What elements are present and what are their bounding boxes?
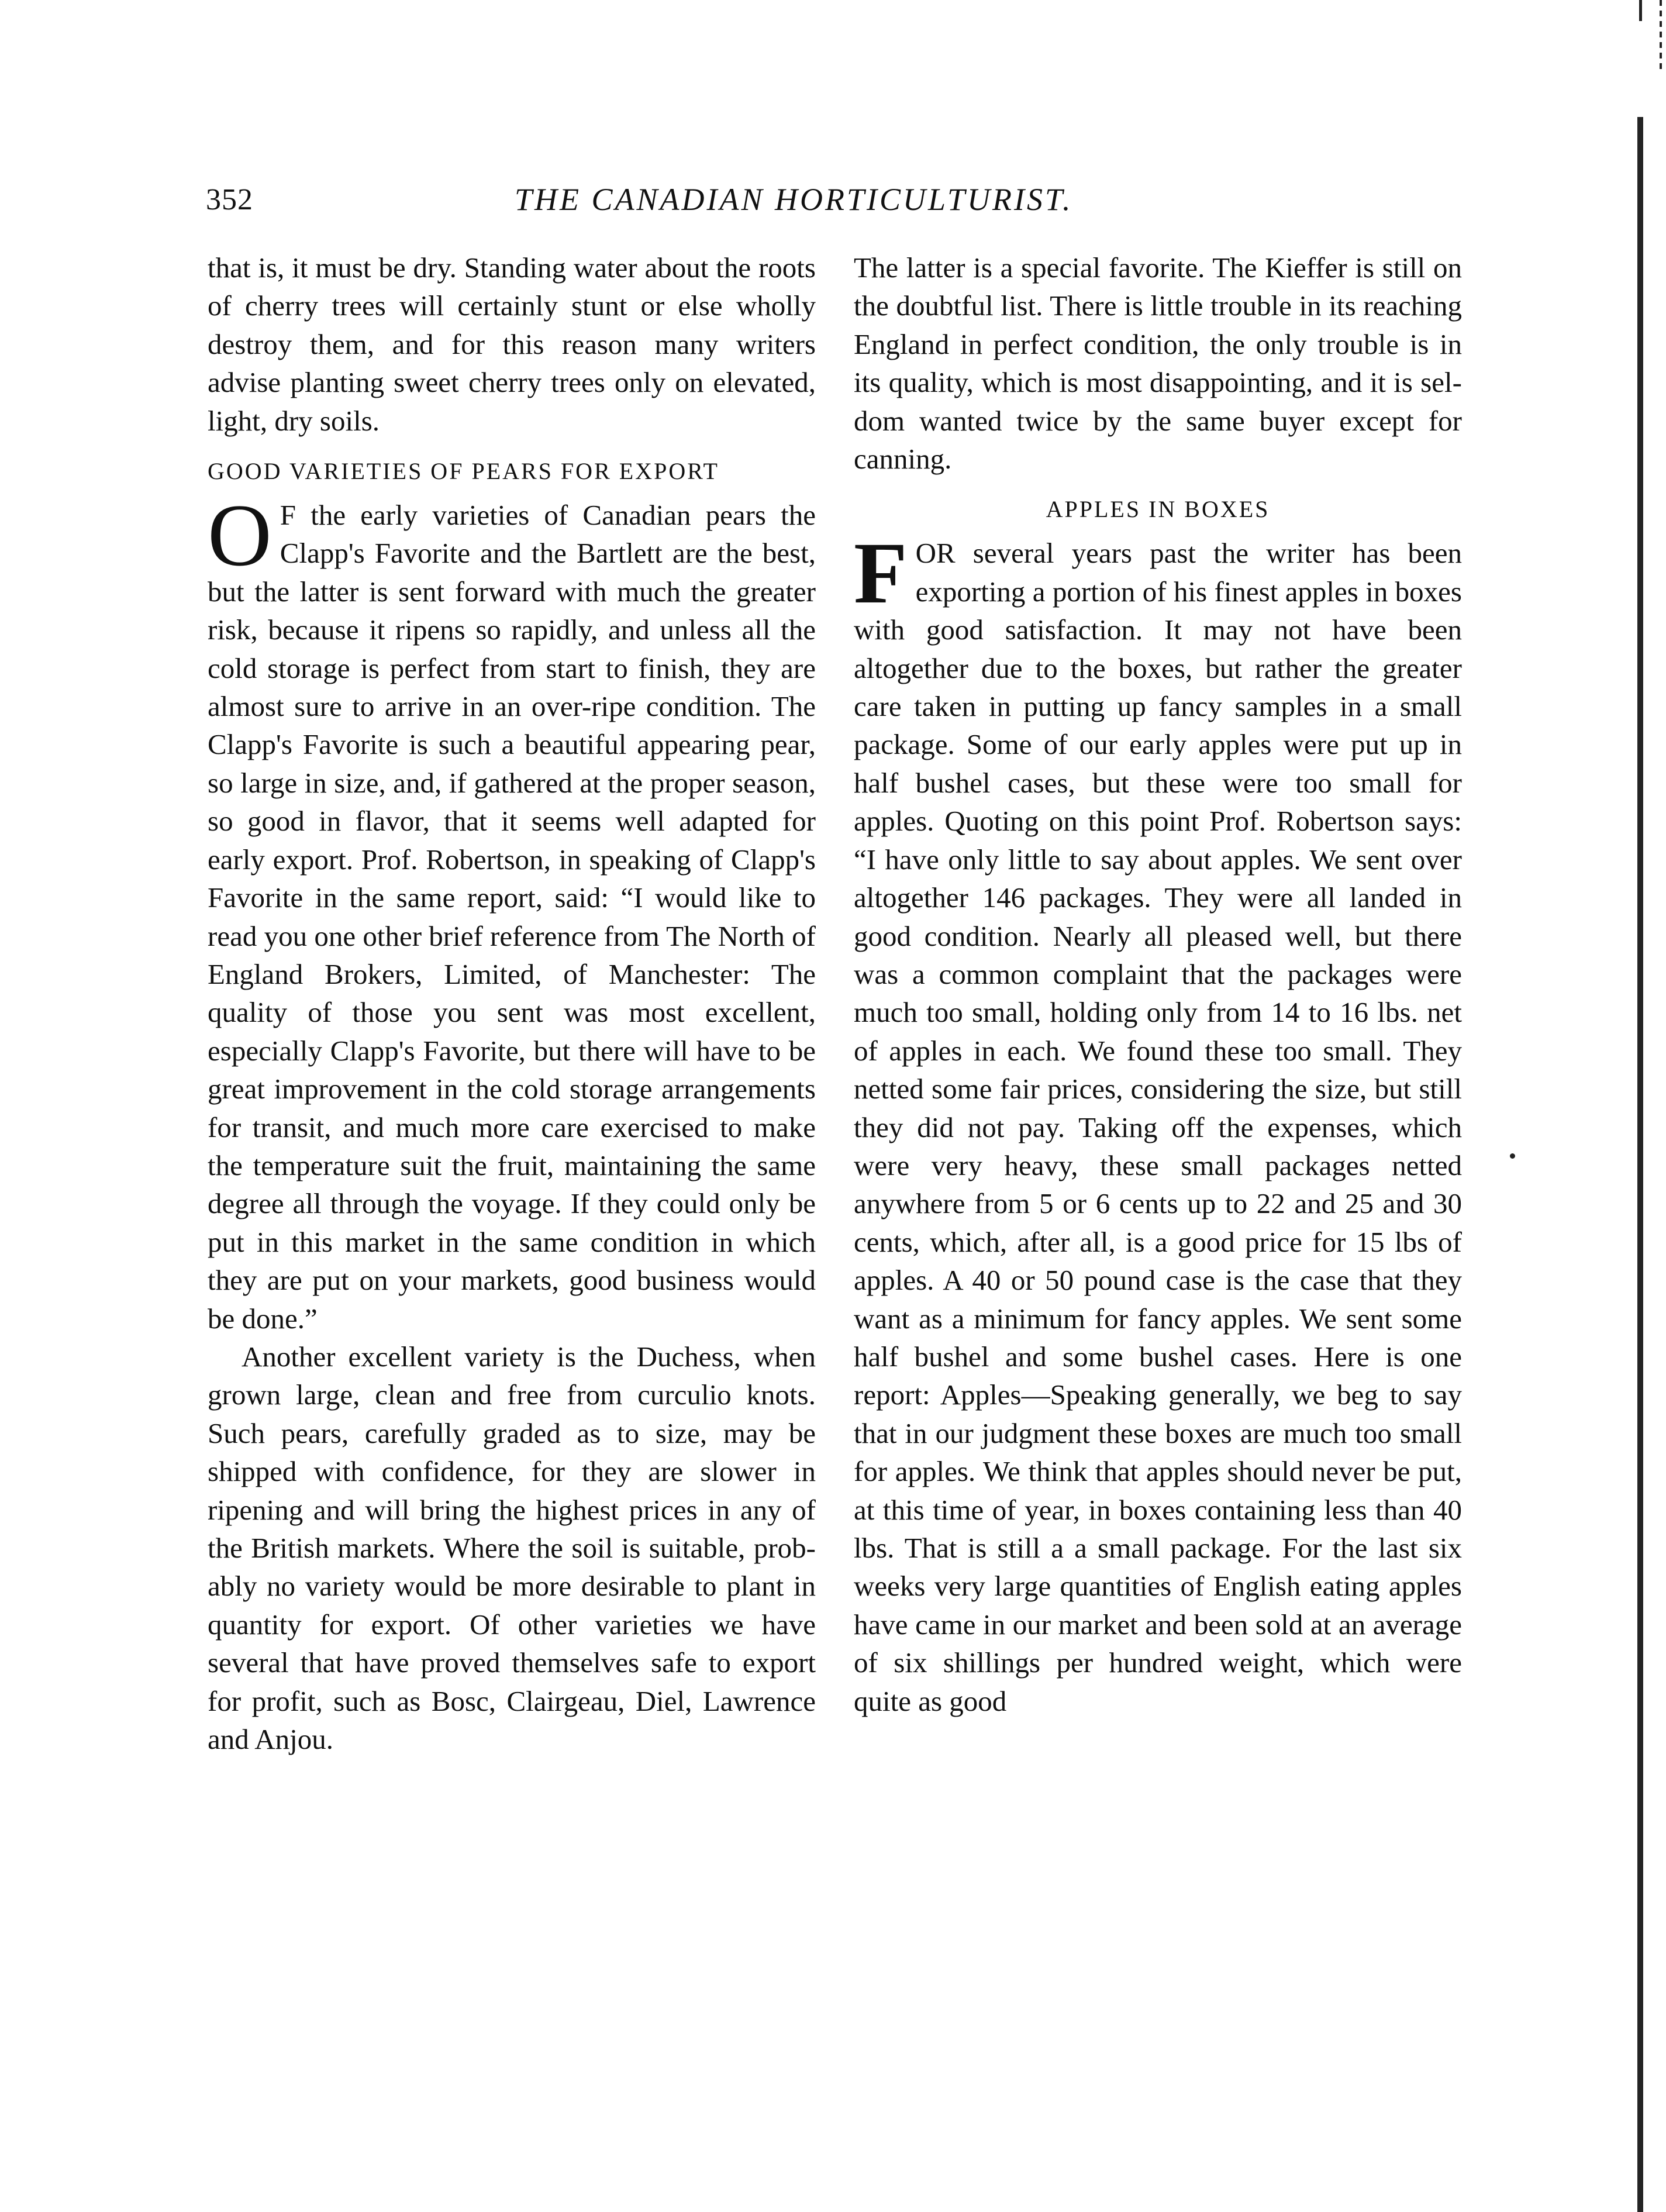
paragraph-text: several years past the writer has been exporting a portion of his finest apples in boxes with good satisfaction. It may not have been altogether due to the boxes, but rather the greater care taken in putting up fancy samples in a small package. Some of our early apples were put up in half bushel cases, but these were too small for apples. Quoting on this point Prof. Robertson says: “I have only little to say about apples. We sent over altogether 146 packages. They were all landed in good condition. Nearly all pleased well, but there was a common complaint that the packages were much too small, holding only from 14 to 16 lbs. net of apples in each. We found these too small. They netted some fair prices, considering the size, but still they did not pay. Taking off the expenses, which were very heavy, these small packages netted anywhere from 5 or 6 cents up to 22 and 25 and 30 cents, which, after all, is a good price for 15 lbs of apples. A 40 or 50 pound case is the case that they want as a minimum for fancy apples. We sent some half bushel and some bushel cases. Here is one report: Apples—Speaking generally, we beg to say that in our judgment these boxes are much too small for apples. We think that apples should never be put, at this time of year, in boxes containing less than 40 lbs. That is still a a small package. For the last six weeks very large quantities of English eating apples have came in our market and been sold at an average of six shillings per hundred weight, which were quite as good xyxy=(854,537,1462,1717)
continuation-paragraph: The latter is a special favorite. The Kieffer is still on the doubtful list. There is little trouble in its reaching England in perfect condition, the only trouble is in its quality, which is most disappointing, and it is seldom wanted twice by the same buyer except for canning. xyxy=(854,251,1462,476)
scan-edge-mark xyxy=(1660,0,1662,70)
running-title: THE CANADIAN HORTICULTURIST. xyxy=(515,182,1073,217)
continuation-paragraph: that is, it must be dry. Standing water about the roots of cherry trees will certainly stunt or else wholly destroy them, and for this reason many writers advise planting sweet cherry trees only on elevated, light, dry soils. xyxy=(208,251,816,437)
drop-cap: O xyxy=(208,486,272,585)
scan-edge-mark xyxy=(1639,0,1642,21)
scan-speck xyxy=(1510,1153,1515,1159)
apples-paragraph-1 xyxy=(854,525,1462,1720)
section-heading-pears: GOOD VARIETIES OF PEARS FOR EXPORT xyxy=(208,458,719,485)
page-number: 352 xyxy=(206,183,253,216)
lead-in: F xyxy=(280,499,296,532)
lead-in: OR xyxy=(915,537,956,570)
left-column xyxy=(208,249,816,1758)
section-heading-apples: APPLES IN BOXES xyxy=(1046,496,1270,523)
scan-edge-line xyxy=(1637,117,1643,2212)
drop-cap: F xyxy=(854,525,908,622)
right-column xyxy=(854,249,1462,1720)
pears-paragraph-2: Another excellent variety is the Duchess, when grown large, clean and free from curculio knots. Such pears, carefully graded as to size, may be shipped with confidence, for they are slower in ripening and will bring the highest prices in any of the British markets. Where the soil is suitable, probably no variety would be more desirable to plant in quantity for export. Of other varieties we have several that have proved themselves safe to export for profit, such as Bosc, Clairgeau, Diel, Lawrence and Anjou. xyxy=(208,1340,816,1756)
pears-paragraph-1 xyxy=(208,486,816,1338)
paragraph-text: the early varieties of Canadian pears the Clapp's Favorite and the Bartlett are the best, but the latter is sent forward with much the greater risk, because it ripens so rapidly, and unless all the cold storage is perfect from start to finish, they are almost sure to arrive in an over-ripe condition. The Clapp's Favorite is such a beautiful appearing pear, so large in size, and, if gathered at the proper season, so good in flavor, that it seems well adapted for early export. Prof. Robertson, in speaking of Clapp's Favorite in the same report, said: “I would like to read you one other brief reference from The North of England Brokers, Limited, of Manchester: The quality of those you sent was most excellent, especially Clapp's Favorite, but there will have to be great improvement in the cold storage arrangements for transit, and much more care exercised to make the temperature suit the fruit, maintaining the same degree all through the voyage. If they could only be put in this market in the same condition in which they are put on your markets, good business would be done.” xyxy=(208,499,816,1335)
